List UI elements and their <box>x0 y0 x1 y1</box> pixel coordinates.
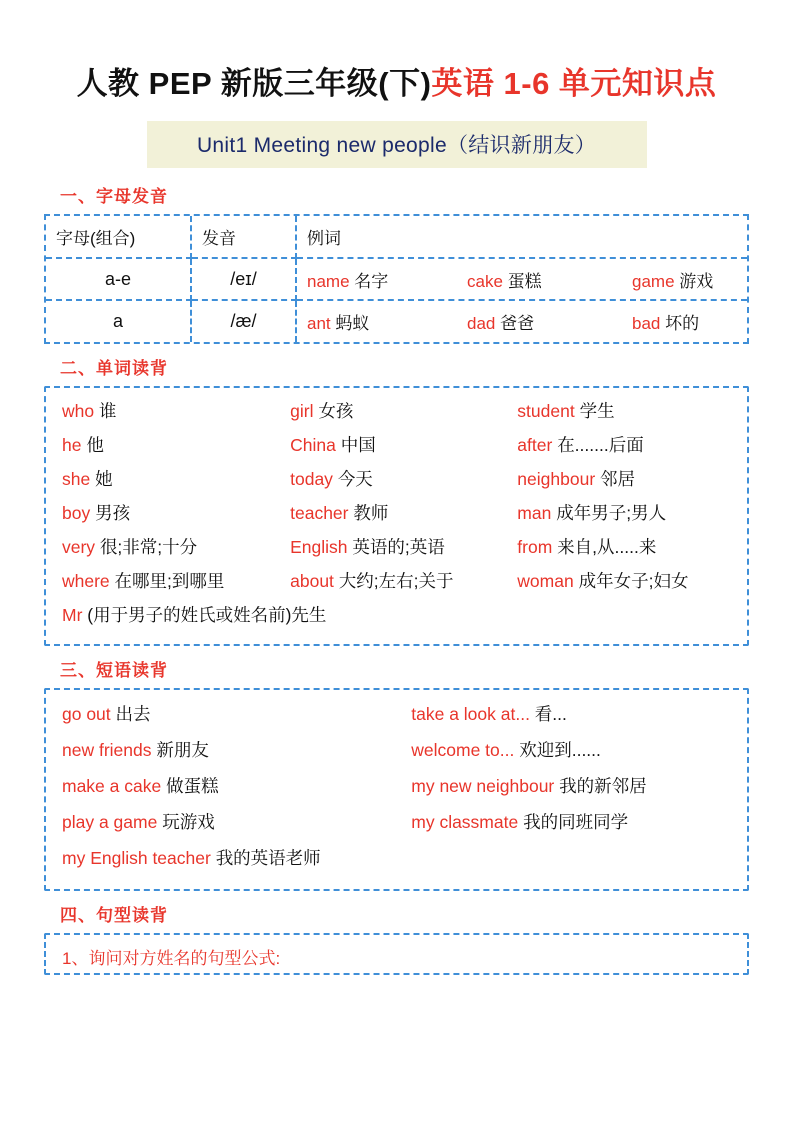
word-item: where 在哪里;到哪里 <box>62 571 225 591</box>
phrase-item: my new neighbour 我的新邻居 <box>411 776 647 796</box>
phrase-item: my English teacher 我的英语老师 <box>62 848 321 868</box>
example-word: cake 蛋糕 <box>467 271 542 291</box>
phrase-item: go out 出去 <box>62 704 151 724</box>
word-item: from 来自,从.....来 <box>517 537 657 557</box>
table-header-row <box>46 216 747 258</box>
word-item: after 在.......后面 <box>517 435 644 455</box>
word-item: Mr (用于男子的姓氏或姓名前)先生 <box>62 605 327 625</box>
page-title-part2: 英语 1-6 单元知识点 <box>431 66 717 101</box>
table-row <box>46 300 747 342</box>
word-item: about 大约;左右;关于 <box>290 571 454 591</box>
table-row <box>46 258 747 300</box>
header-letter: 字母(组合) <box>46 216 191 258</box>
word-row <box>58 534 735 559</box>
section-heading-sentences: 四、句型读背 <box>60 906 168 925</box>
unit-banner: Unit1 Meeting new people（结识新朋友） <box>147 121 647 168</box>
word-row <box>58 432 735 457</box>
word-item: woman 成年女子;妇女 <box>517 571 689 591</box>
header-examples: 例词 <box>296 216 747 258</box>
header-sound: 发音 <box>191 216 296 258</box>
word-item: she 她 <box>62 469 113 489</box>
phrase-item: welcome to... 欢迎到...... <box>411 740 601 760</box>
word-row <box>58 602 735 627</box>
example-word: game 游戏 <box>632 271 714 291</box>
phrase-row <box>58 737 735 762</box>
cell-sound: /æ/ <box>191 300 296 342</box>
page-title-part1: 人教 PEP 新版三年级(下) <box>76 66 432 101</box>
word-item: neighbour 邻居 <box>517 469 636 489</box>
phrase-item: new friends 新朋友 <box>62 740 209 760</box>
section-heading-phrases: 三、短语读背 <box>60 661 168 680</box>
example-word: ant 蚂蚁 <box>307 314 370 333</box>
phrase-row <box>58 701 735 726</box>
cell-letter: a <box>46 300 191 342</box>
example-word: dad 爸爸 <box>467 314 535 333</box>
cell-sound: /eɪ/ <box>191 258 296 300</box>
word-item: he 他 <box>62 435 104 455</box>
letter-sound-table <box>46 216 747 342</box>
word-item: English 英语的;英语 <box>290 537 445 557</box>
word-item: boy 男孩 <box>62 503 131 523</box>
example-word: name 名字 <box>307 271 389 291</box>
page-title <box>44 58 749 103</box>
word-item: very 很;非常;十分 <box>62 537 198 557</box>
sentence-box <box>44 933 749 975</box>
phrase-item: my classmate 我的同班同学 <box>411 812 629 832</box>
phrase-item: take a look at... 看... <box>411 704 567 724</box>
word-item: today 今天 <box>290 469 373 489</box>
letter-sound-table-wrap <box>44 214 749 344</box>
word-row <box>58 398 735 423</box>
word-row <box>58 500 735 525</box>
phrase-item: play a game 玩游戏 <box>62 812 215 832</box>
word-row <box>58 466 735 491</box>
word-list-box <box>44 386 749 646</box>
word-item: man 成年男子;男人 <box>517 503 667 523</box>
phrase-row <box>58 773 735 798</box>
word-item: student 学生 <box>517 401 615 421</box>
phrase-row <box>58 845 735 870</box>
word-item: teacher 教师 <box>290 503 389 523</box>
word-item: girl 女孩 <box>290 401 354 421</box>
word-row <box>58 568 735 593</box>
sentence-item-1: 1、询问对方姓名的句型公式: <box>62 949 281 968</box>
word-item: China 中国 <box>290 435 376 455</box>
word-item: who 谁 <box>62 401 117 421</box>
section-heading-words: 二、单词读背 <box>60 359 168 378</box>
section-heading-letters: 一、字母发音 <box>60 187 168 206</box>
cell-examples <box>296 258 747 300</box>
example-word: bad 坏的 <box>632 314 700 333</box>
cell-letter: a-e <box>46 258 191 300</box>
phrase-list-box <box>44 688 749 891</box>
cell-examples <box>296 300 747 342</box>
phrase-row <box>58 809 735 834</box>
phrase-item: make a cake 做蛋糕 <box>62 776 219 796</box>
